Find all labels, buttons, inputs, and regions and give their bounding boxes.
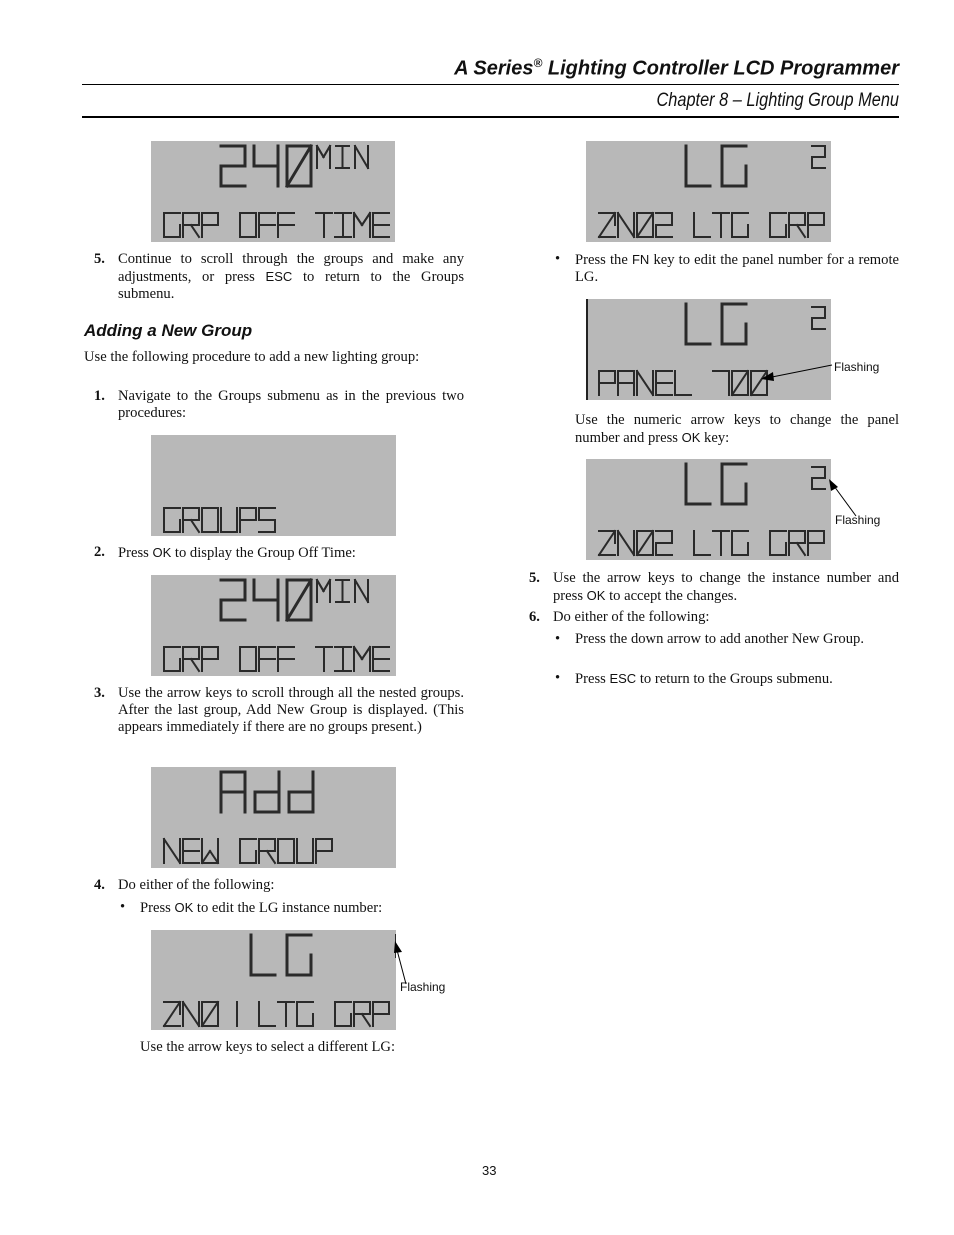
lcd-display-grp-off-time-2 [151, 575, 396, 676]
lcd-char [202, 213, 218, 237]
lcd-char [373, 1002, 389, 1026]
key-ok: OK [174, 900, 194, 915]
lcd-char [713, 371, 729, 395]
flashing-callout-1: Flashing [400, 980, 446, 994]
lcd-char [722, 464, 746, 504]
lcd-char [812, 146, 825, 168]
section-heading: Adding a New Group [84, 321, 253, 340]
lcd-segments [586, 459, 831, 560]
lcd-char [164, 839, 180, 863]
lcd-char [202, 839, 218, 863]
lcd-char [255, 772, 279, 812]
key-ok: OK [681, 430, 701, 445]
lcd-char [637, 371, 653, 395]
step-number: 3. [94, 685, 105, 701]
lcd-char [287, 935, 311, 975]
lcd-char [316, 839, 332, 863]
lcd-char [164, 213, 180, 237]
lcd-char [254, 580, 278, 620]
lcd-char [202, 508, 218, 532]
bullet-press-esc: • Press ESC to return to the Groups submenu. [555, 670, 833, 687]
step-number: 4. [94, 877, 105, 893]
bullet-down-arrow: • Press the down arrow to add another New Group. [555, 631, 864, 647]
lcd-char [316, 647, 332, 671]
lcd-char [221, 772, 245, 812]
lcd-char [221, 146, 245, 186]
lcd-char [316, 213, 332, 237]
lcd-char [599, 371, 615, 395]
header-rule-bottom [82, 116, 899, 118]
lcd-char [297, 839, 313, 863]
lcd-char [240, 508, 256, 532]
step-6: 6. Do either of the following: [529, 609, 710, 625]
lcd-char [656, 371, 672, 395]
lcd-char [183, 839, 199, 863]
lcd-char [686, 146, 710, 186]
lcd-char [355, 146, 368, 168]
lcd-char [656, 213, 672, 237]
lcd-char [373, 647, 389, 671]
lcd-char [183, 647, 199, 671]
lcd-char [722, 146, 746, 186]
lcd-char [618, 531, 634, 555]
lcd-char [278, 647, 294, 671]
key-ok: OK [152, 545, 172, 560]
lcd-segments [151, 575, 396, 676]
lcd-char [354, 647, 370, 671]
key-ok: OK [586, 588, 606, 603]
lcd-display-groups [151, 435, 396, 536]
page-number: 33 [482, 1163, 497, 1178]
lcd-char [618, 371, 634, 395]
lcd-char [251, 935, 275, 975]
lcd-char [278, 839, 294, 863]
lcd-char [770, 213, 786, 237]
step-number: 1. [94, 388, 105, 404]
lcd-char [240, 839, 256, 863]
lcd-char [183, 508, 199, 532]
step-number: 5. [94, 251, 105, 267]
lcd-char [259, 213, 275, 237]
lcd-char [694, 531, 710, 555]
lcd-char [317, 146, 330, 168]
lcd-char [164, 1002, 180, 1026]
bullet-dot: • [555, 631, 561, 647]
lcd-segments [151, 435, 396, 536]
lcd-char [599, 213, 615, 237]
step-3: 3. Use the arrow keys to scroll through all the nested groups. After the last group, Add New Group is displayed. (This appears immediately if there are no groups present.) [94, 685, 464, 735]
flashing-callout-3: Flashing [835, 513, 881, 527]
lcd-char [675, 371, 691, 395]
step-number: 2. [94, 544, 105, 560]
flashing-callout-2: Flashing [834, 360, 880, 374]
lcd-char [221, 580, 245, 620]
chapter-subtitle: Chapter 8 – Lighting Group Menu [656, 90, 899, 111]
lcd-char [713, 531, 729, 555]
lcd-char [336, 580, 349, 602]
lcd-segments [151, 767, 396, 868]
lcd-char [354, 1002, 370, 1026]
lcd-char [183, 1002, 199, 1026]
lcd-char [722, 304, 746, 344]
step-5-right: 5. Use the arrow keys to change the instance number and press OK to accept the changes. [529, 570, 899, 604]
lcd-char [254, 146, 278, 186]
lcd-char [770, 531, 786, 555]
step-number: 5. [529, 570, 540, 586]
lcd-char [637, 213, 653, 237]
lcd-char [221, 508, 237, 532]
panel-number-paragraph: Use the numeric arrow keys to change the panel number and press OK key: [575, 412, 899, 446]
lcd-char [686, 464, 710, 504]
bullet-press-ok: • Press OK to edit the LG instance number: [120, 899, 383, 916]
key-esc: ESC [609, 671, 637, 686]
intro-paragraph: Use the following procedure to add a new lighting group: [84, 349, 420, 365]
lcd-char [732, 531, 748, 555]
callout-arrow-2 [758, 360, 838, 385]
lcd-char [317, 580, 330, 602]
lcd-segments [151, 141, 395, 242]
lcd-char [808, 531, 824, 555]
lcd-char [336, 146, 349, 168]
lcd-edge [586, 299, 588, 400]
lcd-display-grp-off-time-1 [151, 141, 395, 242]
lcd-char [335, 1002, 351, 1026]
lcd-display-lg-2-b [586, 459, 831, 560]
lcd-char [202, 1002, 218, 1026]
lcd-char [259, 1002, 275, 1026]
lcd-char [637, 531, 653, 555]
bullet-dot: • [120, 899, 126, 915]
lcd-char [599, 531, 615, 555]
step-1: 1. Navigate to the Groups submenu as in the previous two procedures: [94, 388, 464, 421]
lcd-display-lg-2-a [586, 141, 831, 242]
lcd-char [287, 580, 311, 620]
step-number: 6. [529, 609, 540, 625]
lcd-char [656, 531, 672, 555]
lcd-char [355, 580, 368, 602]
key-esc: ESC [265, 269, 293, 284]
lcd-char [812, 307, 825, 329]
lcd-char [732, 371, 748, 395]
lcd-char [289, 772, 313, 812]
lcd-display-add-new-group [151, 767, 396, 868]
lcd-char [335, 213, 351, 237]
lcd-char [183, 213, 199, 237]
lcd-char [297, 1002, 313, 1026]
step-5-left: 5. Continue to scroll through the groups and make any adjustments, or press ESC to return to the Groups submenu. [94, 251, 464, 302]
lcd-char [164, 647, 180, 671]
lcd-char [732, 213, 748, 237]
lcd-char [240, 213, 256, 237]
lcd-char [713, 213, 729, 237]
lcd-segments [586, 141, 831, 242]
key-fn: FN [631, 252, 650, 267]
step-4: 4. Do either of the following: [94, 877, 275, 893]
lcd-char [278, 213, 294, 237]
bullet-press-fn: • Press the FN key to edit the panel number for a remote LG. [555, 251, 899, 285]
lcd-display-lg-1 [151, 930, 396, 1030]
lcd-segments [151, 930, 396, 1030]
bullet-dot: • [555, 670, 561, 686]
header-rule-top [82, 84, 899, 85]
lcd-char [202, 647, 218, 671]
lcd-char [618, 213, 634, 237]
document-title: A Series® Lighting Controller LCD Programmer [454, 56, 899, 80]
lcd-char [240, 647, 256, 671]
select-lg-text: Use the arrow keys to select a different LG: [140, 1039, 396, 1055]
lcd-char [694, 213, 710, 237]
lcd-char [789, 531, 805, 555]
lcd-char [354, 213, 370, 237]
step-2: 2. Press OK to display the Group Off Time: [94, 544, 356, 561]
bullet-dot: • [555, 251, 561, 267]
lcd-char [808, 213, 824, 237]
lcd-char [373, 213, 389, 237]
lcd-char [789, 213, 805, 237]
lcd-char [287, 146, 311, 186]
lcd-char [812, 467, 825, 489]
lcd-char [164, 508, 180, 532]
lcd-char [259, 647, 275, 671]
lcd-char [278, 1002, 294, 1026]
lcd-char [259, 508, 275, 532]
lcd-char [335, 647, 351, 671]
lcd-char [686, 304, 710, 344]
lcd-char [259, 839, 275, 863]
